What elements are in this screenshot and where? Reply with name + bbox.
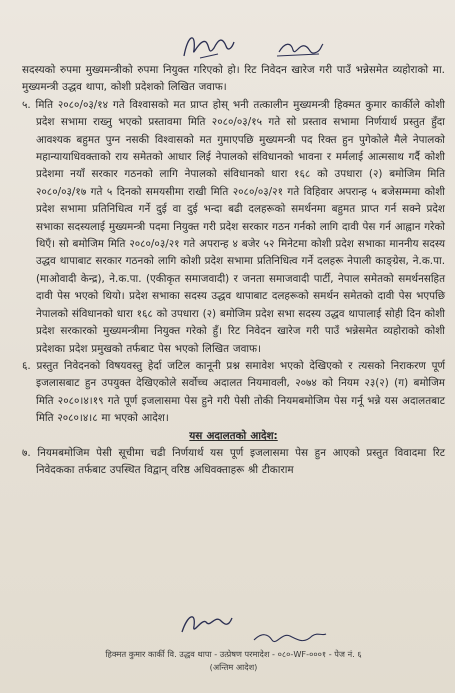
paragraph-7: ७. नियमबमोजिम पेसी सूचीमा चढी निर्णयार्थ यस पूर्ण इजलासमा पेस हुन आएको प्रस्तुत विवादमा रिट निवेदकका तर्फबाट उपस्थित विद्वान् वरिष्ठ अधिवक्ताहरू श्री टीकाराम bbox=[22, 446, 445, 477]
footer-order-type: (अन्तिम आदेश) bbox=[209, 662, 258, 672]
document-body bbox=[0, 62, 455, 480]
signature-2 bbox=[275, 38, 325, 60]
paragraph-5: ५. मिति २०८०/०३/१४ गते विश्वासको मत प्राप्त होस् भनी तत्कालीन मुख्यमन्त्री हिक्मत कुमार कार्कीले कोशी प्रदेश सभामा राख्नु भएको प्रस्तावमा मिति २०८०/०३/१५ गते सो प्रस्ताव सभामा निर्णयार्थ प्रस्तुत हुँदा आवश्यक बहुमत पुग्न नसकी विश्वासको मत गुमाएपछि मुख्यमन्त्री पद रिक्त हुन पुगेकोले मैले नेपालको महान्यायाधिवक्ताको राय समेतको आधार लिई नेपालको संविधानको भावना र मर्मलाई आत्मसाथ गर्दै कोशी प्रदेशमा नयाँ सरकार गठनको लागि नेपालको संविधानको धारा १६८ को उपधारा (२) बमोजिम मिति २०८०/०३/१७ गते ५ दिनको समयसीमा राखी मिति २०८०/०३/२१ गते विहिवार अपरान्ह ५ बजेसम्ममा कोशी प्रदेश सभामा प्रतिनिधित्व गर्ने दुई वा दुई भन्दा बढी दलहरूको समर्थनमा बहुमत प्राप्त गर्न सक्ने प्रदेश सभाका सदस्यलाई मुख्यमन्त्री पदमा नियुक्त गरी प्रदेश सरकार गठन गर्नको लागि दावी पेस गर्न आह्वान गरेको थिएँ। सो बमोजिम मिति २०८०/०३/२१ गते अपरान्ह ४ बजेर ५२ मिनेटमा कोशी प्रदेश सभाका माननीय सदस्य उद्धव थापाबाट सरकार गठनको लागि कोशी प्रदेश सभामा प्रतिनिधित्व गर्ने दलहरू नेपाली काङ्ग्रेस, ने.क.पा. (माओवादी केन्द्र), ने.क.पा. (एकीकृत समाजवादी) र जनता समाजवादी पार्टी, नेपाल समेतको समर्थनसहित दावी पेस भएको थियो। प्रदेश सभाका सदस्य उद्धव थापाबाट दलहरूको समर्थन समेतको दावी पेस भएपछि नेपालको संविधानको धारा १६८ को उपधारा (२) बमोजिम प्रदेश सभा सदस्य उद्धव थापालाई सोही दिन कोशी प्रदेश सरकारको मुख्यमन्त्रीमा नियुक्त गरेको हुँ। रिट निवेदन खारेज गरी पाउँ भन्नेसमेत व्यहोराको कोशी प्रदेशका प्रदेश प्रमुखको तर्फबाट पेस भएको लिखित जवाफ। bbox=[22, 98, 445, 355]
signature-1 bbox=[178, 28, 238, 64]
page-footer bbox=[22, 648, 445, 674]
court-order-heading: यस अदालतको आदेश: bbox=[189, 429, 278, 442]
paragraph-intro: सदस्यको रुपमा मुख्यमन्त्रीको रुपमा नियुक्त गरिएको हो। रिट निवेदन खारेज गरी पाउँ भन्नेसमेत व्यहोराको मा. मुख्यमन्त्री उद्धव थापा, कोशी प्रदेशको लिखित जवाफ। bbox=[22, 64, 445, 94]
footer-case-line: हिक्मत कुमार कार्की वि. उद्धव थापा - उत्प्रेषण परमादेश - ०८०-WF-०००१ - पेज नं. ६ bbox=[105, 649, 362, 659]
signature-4 bbox=[250, 626, 330, 648]
paragraph-6: ६. प्रस्तुत निवेदनको विषयवस्तु हेर्दा जटिल कानूनी प्रश्न समावेश भएको देखिएको र त्यसको निराकरण पूर्ण इजलासबाट हुन उपयुक्त देखिएकोले सर्वोच्च अदालत नियमावली, २०७४ को नियम २३(२) (ग) बमोजिम मिति २०८०।४।१९ गते पूर्ण इजलासमा पेस हुने गरी पेसी तोकी नियमबमोजिम पेस गर्नू भन्ने यस अदालतबाट मिति २०८०।४।८ मा भएको आदेश। bbox=[22, 359, 445, 425]
signature-3 bbox=[176, 606, 236, 642]
